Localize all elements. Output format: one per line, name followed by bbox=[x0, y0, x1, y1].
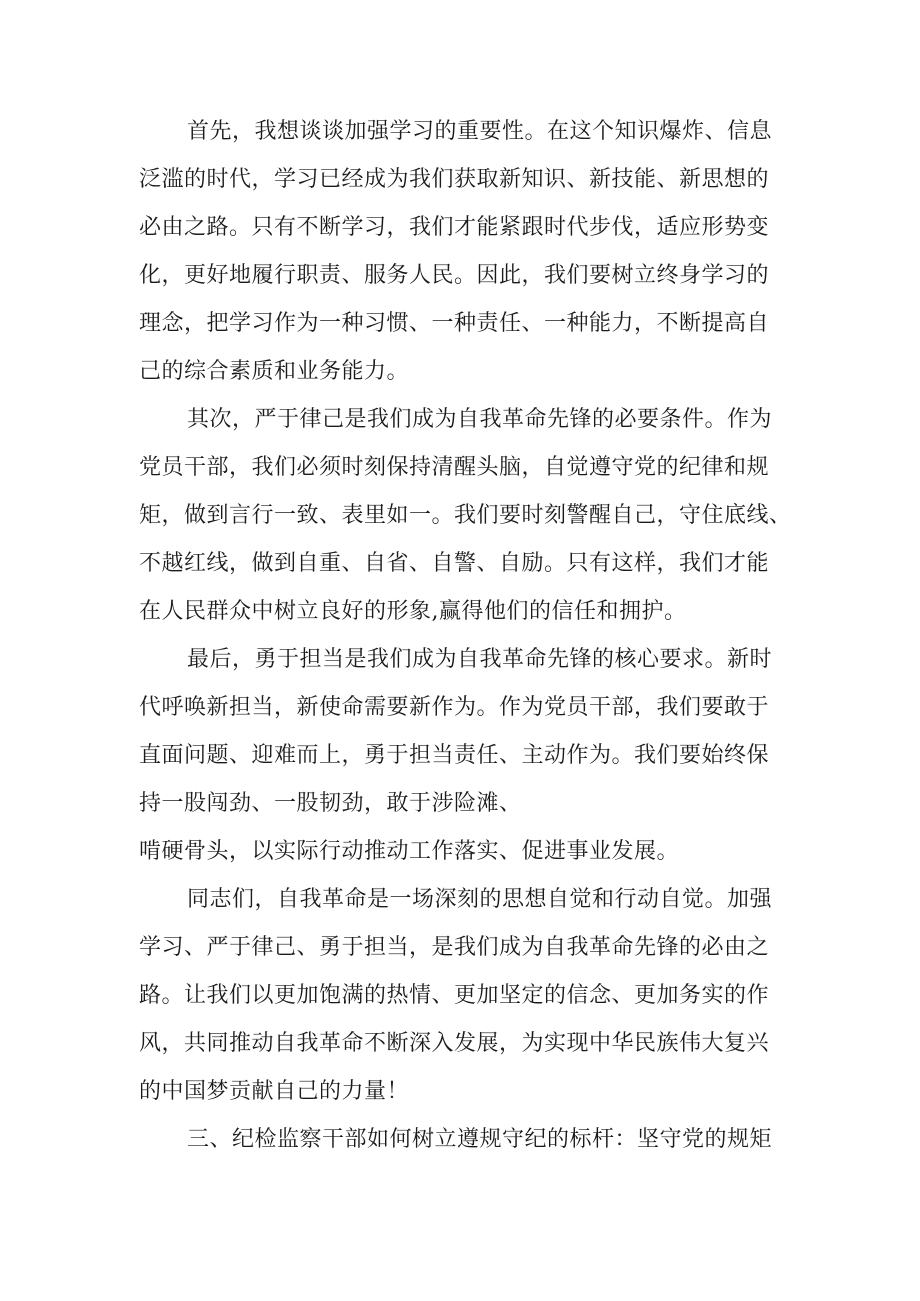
text-line: 其次，严于律己是我们成为自我革命先锋的必要条件。作为 bbox=[187, 407, 773, 432]
text-line: 直面问题、迎难而上，勇于担当责任、主动作为。我们要始终保 bbox=[139, 743, 770, 768]
text-line: 风，共同推动自我革命不断深入发展，为实现中华民族伟大复兴 bbox=[139, 1031, 770, 1056]
document-body bbox=[139, 108, 799, 1164]
text-line: 的中国梦贡献自己的力量！ bbox=[139, 1079, 410, 1104]
text-line: 学习、严于律己、勇于担当，是我们成为自我革命先锋的必由之 bbox=[139, 935, 770, 960]
text-line: 啃硬骨头，以实际行动推动工作落实、促进事业发展。 bbox=[139, 839, 680, 864]
paragraph-study bbox=[139, 108, 799, 396]
text-line: 化，更好地履行职责、服务人民。因此，我们要树立终身学习的 bbox=[139, 263, 770, 288]
section-heading bbox=[139, 1116, 799, 1164]
text-line: 己的综合素质和业务能力。 bbox=[139, 359, 410, 384]
text-line: 理念，把学习作为一种习惯、一种责任、一种能力，不断提高自 bbox=[139, 311, 770, 336]
paragraph-discipline bbox=[139, 396, 799, 636]
text-line: 党员干部，我们必须时刻保持清醒头脑，自觉遵守党的纪律和规 bbox=[139, 455, 770, 480]
text-line: 矩，做到言行一致、表里如一。我们要时刻警醒自己，守住底线、 bbox=[139, 503, 792, 528]
text-line: 路。让我们以更加饱满的热情、更加坚定的信念、更加务实的作 bbox=[139, 983, 770, 1008]
paragraph-conclusion bbox=[139, 876, 799, 1116]
heading-line: 三、纪检监察干部如何树立遵规守纪的标杆：坚守党的规矩 bbox=[187, 1127, 773, 1152]
paragraph-responsibility bbox=[139, 636, 799, 876]
text-line: 首先，我想谈谈加强学习的重要性。在这个知识爆炸、信息 bbox=[187, 119, 773, 144]
text-line: 泛滥的时代，学习已经成为我们获取新知识、新技能、新思想的 bbox=[139, 167, 770, 192]
text-line: 最后，勇于担当是我们成为自我革命先锋的核心要求。新时 bbox=[187, 647, 773, 672]
text-line: 不越红线，做到自重、自省、自警、自励。只有这样，我们才能 bbox=[139, 551, 770, 576]
text-line: 代呼唤新担当，新使命需要新作为。作为党员干部，我们要敢于 bbox=[139, 695, 770, 720]
text-line: 同志们，自我革命是一场深刻的思想自觉和行动自觉。加强 bbox=[187, 887, 773, 912]
text-line: 必由之路。只有不断学习，我们才能紧跟时代步伐，适应形势变 bbox=[139, 215, 770, 240]
text-line: 持一股闯劲、一股韧劲，敢于涉险滩、 bbox=[139, 791, 522, 816]
text-line: 在人民群众中树立良好的形象,赢得他们的信任和拥护。 bbox=[139, 599, 687, 624]
